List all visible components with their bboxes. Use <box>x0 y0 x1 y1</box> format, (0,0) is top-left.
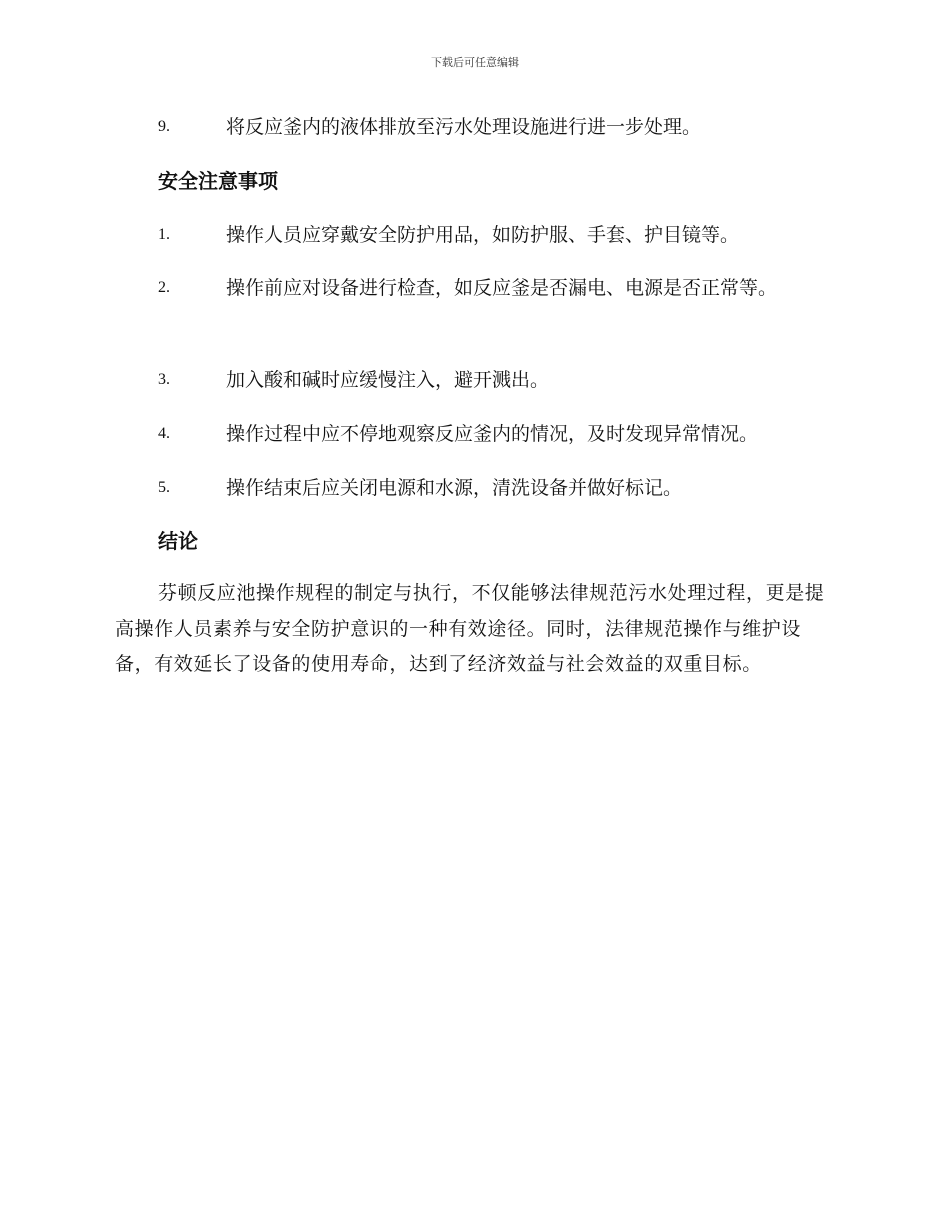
safety-item-5 <box>115 470 835 506</box>
conclusion-heading: 结论 <box>158 529 198 553</box>
safety-item-2 <box>115 270 835 306</box>
list-text: 操作结束后应关闭电源和水源，清洗设备并做好标记。 <box>226 477 683 499</box>
safety-item-4 <box>115 416 835 452</box>
list-number: 1. <box>158 226 170 243</box>
list-number: 4. <box>158 425 170 442</box>
list-number: 3. <box>158 371 170 388</box>
list-text: 加入酸和碱时应缓慢注入，避开溅出。 <box>226 369 550 391</box>
safety-heading: 安全注意事项 <box>158 169 278 193</box>
step-item-9 <box>115 109 835 145</box>
page-header: 下载后可任意编辑 <box>431 56 519 69</box>
list-text: 操作过程中应不停地观察反应釜内的情况，及时发现异常情况。 <box>226 423 759 445</box>
safety-item-1 <box>115 217 835 253</box>
conclusion-paragraph: 芬顿反应池操作规程的制定与执行，不仅能够法律规范污水处理过程，更是提高操作人员素养与安全防护意识的一种有效途径。同时，法律规范操作与维护设备，有效延长了设备的使用寿命，达到了经济效益与社会效益的双重目标。 <box>115 582 825 675</box>
list-text: 操作前应对设备进行检查，如反应釜是否漏电、电源是否正常等。 <box>226 277 778 299</box>
list-number: 2. <box>158 279 170 296</box>
list-text: 将反应釜内的液体排放至污水处理设施进行进一步处理。 <box>226 116 702 138</box>
list-number: 5. <box>158 479 170 496</box>
safety-item-3 <box>115 362 835 398</box>
list-text: 操作人员应穿戴安全防护用品，如防护服、手套、护目镜等。 <box>226 224 740 246</box>
list-number: 9. <box>158 118 170 135</box>
